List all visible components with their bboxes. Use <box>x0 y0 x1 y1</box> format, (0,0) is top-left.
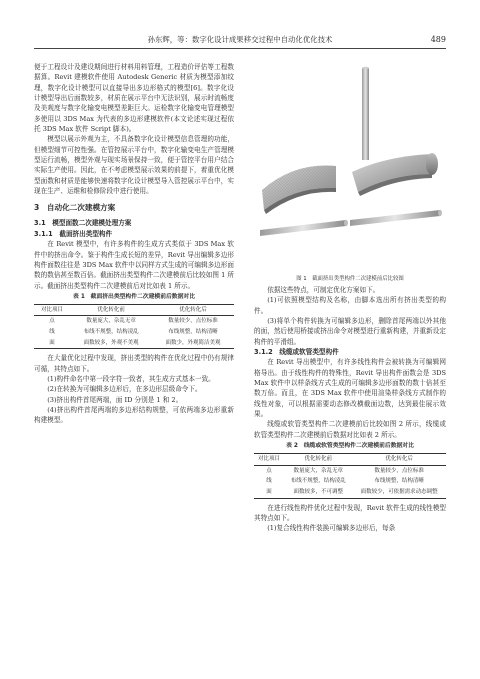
table-row <box>34 338 234 349</box>
table-cell: 线 <box>266 478 272 485</box>
table-header-cell: 优化转化后 <box>352 454 446 466</box>
paragraph: 模型以展示外观为主，不具备数字化设计模型信息管理的功能，但模型细节可控性强。在管控展示平台中，数字化输变电生产管理模型运行流畅，模型外观与现实场景保持一致，便于管控平台用户结合实际生产使用。因此，在不考虑模型展示效果的前提下，着重优化模型面数和材质是能够快速将数字化设计模型导入管控展示平台中，实现在生产、运维和检修阶段中进行使用。 <box>34 135 234 196</box>
paragraph: (3)挤出构件首尾两端，面 ID 分别是 1 和 2。 <box>47 395 183 404</box>
paragraph: (1)构件命名中第一段字符一致者，其生成方式基本一致。 <box>47 374 215 383</box>
figure-1-image <box>254 62 446 272</box>
running-header <box>34 34 446 49</box>
paragraph: 在大量优化过程中发现，挤出类型的构件在优化过程中仍有规律可循，其特点如下。 <box>34 354 234 373</box>
table-caption: 表 1 截面挤出类型构件二次建模前后数据对比 <box>73 293 195 300</box>
paragraph: 线缆或软管类型构件二次建模前后比较如图 2 所示，线缆或软管类型构件二次建模前后数据对比如表 2 所示。 <box>254 420 446 439</box>
figure-caption: 图 1 截面挤出类型构件二次建模前后比较图 <box>296 276 404 282</box>
table-2 <box>254 453 446 498</box>
table-cell: 面数较少，可依据需求动态调整 <box>352 487 446 498</box>
table-cell: 面 <box>254 487 284 498</box>
table-caption: 表 2 线缆或软管类型构件二次建模前后数据对比 <box>286 443 414 450</box>
figure-1 <box>254 62 446 272</box>
table-cell: 点 <box>266 467 272 474</box>
paragraph: 在 Revit 模型中，有许多构件的生成方式类似于 3DS Max 软件中的挤出命令。鉴于构件生成长短的差异，Revit 导出编辑多边形构件面数往往是 3DS Max 软件中以同样方式生成的可编辑多边形面数的数倍甚至数百倍。截面挤出类型构件二次建模前后比较如图 1 所示。截面挤出类型构件二次建模前后对比如表 1 所示。 <box>34 240 234 290</box>
table-cell: 数量庞大，杂乱无章 <box>86 318 136 325</box>
table-cell: 布线规整，结构清晰 <box>374 478 424 485</box>
table-cell: 面数较多，外观不美观 <box>70 338 152 349</box>
table-cell: 布线不规整，结构凌乱 <box>290 478 346 485</box>
tube-model-after <box>350 210 442 226</box>
vertical-rod-model <box>362 67 369 160</box>
paragraph: (4)挤出构件首尾两端的多边形结构规整，可依两端多边形重新构建模型。 <box>34 405 234 425</box>
table-cell: 线 <box>49 329 55 336</box>
table-cell: 布线规整，结构清晰 <box>168 329 218 336</box>
table-row <box>254 487 446 498</box>
paragraph: 在进行线性构件优化过程中发现，Revit 软件生成的线性模型其特点如下。 <box>254 503 446 522</box>
paragraph: 在 Revit 导出模型中，有许多线性构件会被转换为可编辑网格导出。由于线性构件的特殊性，Revit 导出构件面数会是 3DS Max 软件中以样条线方式生成的可编辑多边形面数的数十倍甚至数万倍。而且，在 3DS Max 软件中使用渲染样条线方式制作的线性对象，可以根据需要动态修改横截面边数，达到最佳展示效果。 <box>254 358 446 419</box>
right-column <box>254 62 446 534</box>
tube-model-before <box>260 220 348 236</box>
running-title: 孙东辉，等：数字化设计成果移交过程中自动化优化技术 <box>147 35 333 44</box>
paragraph: (3)将单个构件转换为可编辑多边形，删除首尾两端以外其他的面，然后使用桥接或挤出命令对模型进行重新构建，并重新设定构件的平滑组。 <box>254 317 446 346</box>
table-row <box>254 465 446 476</box>
table-cell: 布线不规整，结构凌乱 <box>83 329 139 336</box>
table-cell: 数量庞大，杂乱无章 <box>293 467 343 474</box>
subsection-heading: 3.1 模型面数二次建模处理方案 <box>34 219 132 228</box>
table-1 <box>34 304 234 349</box>
table-row <box>34 327 234 338</box>
paragraph: (2)在转换为可编辑多边形后，在多边形层级命令下。 <box>47 385 202 394</box>
table-header-cell: 优化转化前 <box>284 454 352 466</box>
table-cell: 面数较多，不可调整 <box>284 487 352 498</box>
table-cell: 面 <box>34 338 70 349</box>
table-row <box>254 476 446 487</box>
table-row <box>34 316 234 327</box>
section-heading: 3 自动化二次建模方案 <box>34 203 116 213</box>
paragraph: 便于工程设计及建设期间进行材料用料管理，工程造价评估等工程数据算。Revit 建模软件使用 Autodesk Generic 材质为模型添加纹理，数字化设计模型可以直接导出多边形格式的模型[6]。数字化设计模型导出后面数较多，材质在展示平台中无法识别，展示时流畅度及美观度与数字化输变电模型差距巨大。运检数字化输变电管理模型多使用以 3DS Max 为代表的多边形建模软件(本文论述实现过程依托 3DS Max 软件 Script 脚本)。 <box>34 63 234 134</box>
left-column <box>34 62 234 426</box>
table-cell: 数量较少，点位标准 <box>168 318 218 325</box>
table-header-cell: 优化转化后 <box>152 304 234 316</box>
paragraph: (1)复合线性构件装换可编辑多边形后，每条 <box>267 524 396 533</box>
table-cell: 面数少，外观简洁美观 <box>152 338 234 349</box>
subsubsection-heading: 3.1.2 线缆或软管类型构件 <box>254 348 339 357</box>
table-cell: 点 <box>49 318 55 325</box>
subsubsection-heading: 3.1.1 截面挤出类型构件 <box>34 229 113 238</box>
paragraph: (1)可依照模型结构及名称，由脚本选出所有挤出类型的构件。 <box>254 296 446 315</box>
paragraph: 依据这些特点，可制定优化方案如下。 <box>267 286 380 294</box>
table-header-cell: 对比项目 <box>34 304 70 316</box>
table-cell: 数量较少，点位标准 <box>374 467 424 474</box>
table-header-cell: 优化转化前 <box>70 304 152 316</box>
table-header-cell: 对比项目 <box>254 454 284 466</box>
page-number: 489 <box>430 35 446 44</box>
shell-model-before <box>262 166 336 215</box>
